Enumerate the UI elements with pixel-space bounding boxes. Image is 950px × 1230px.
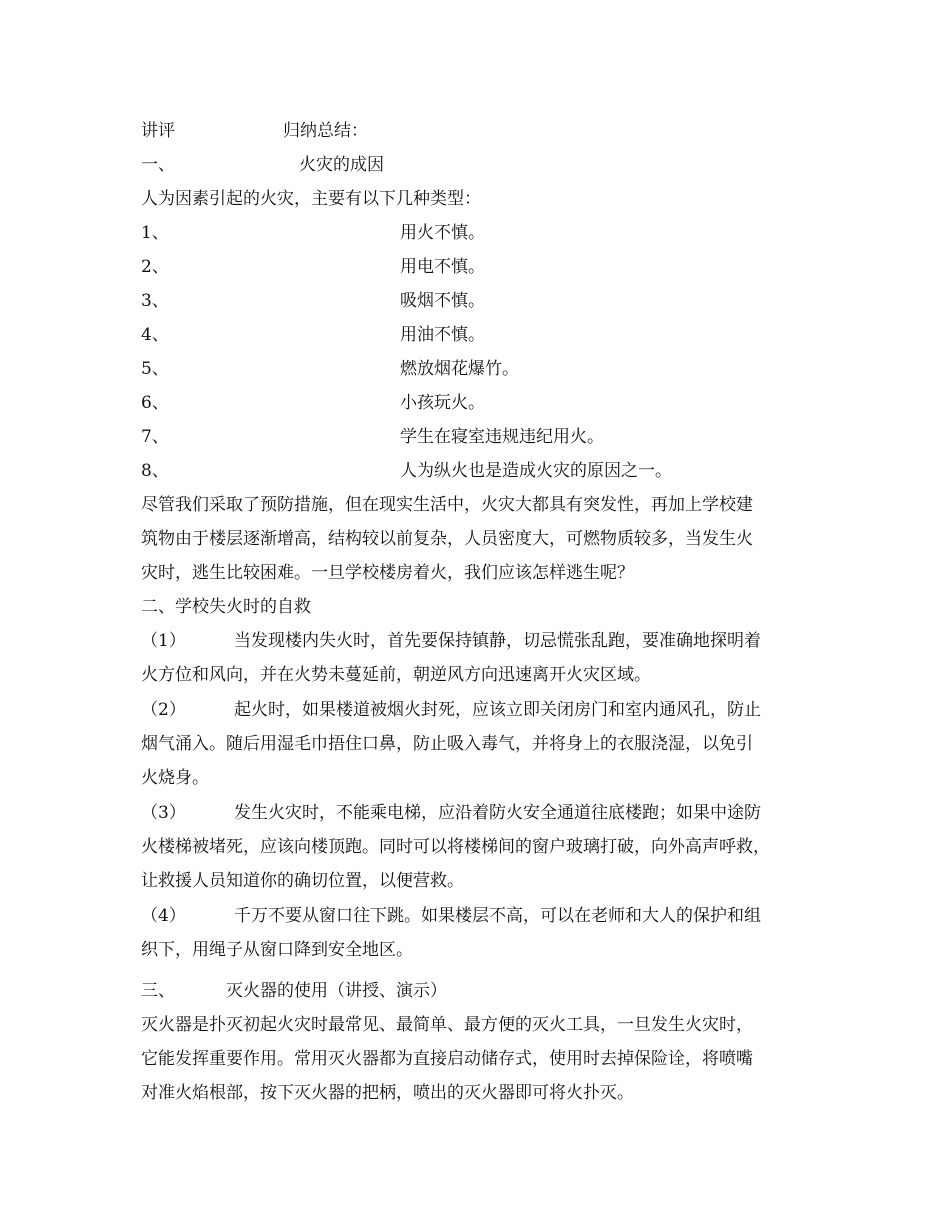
paragraph-line: 尽管我们采取了预防措施，但在现实生活中，火灾大都具有突发性，再加上学校建 xyxy=(141,495,753,515)
paragraph-line: 火烧身。 xyxy=(141,768,209,788)
section1-intro: 人为因素引起的火灾，主要有以下几种类型： xyxy=(141,189,481,209)
list-item-text: 吸烟不慎。 xyxy=(400,291,485,311)
list-item-text: 用油不慎。 xyxy=(400,325,485,345)
section3-heading xyxy=(141,980,841,1002)
self-rescue-number: （4） xyxy=(141,906,186,926)
list-item-number: 7、 xyxy=(141,427,169,447)
list-item-number: 1、 xyxy=(141,223,169,243)
self-rescue-text: 起火时，如果楼道被烟火封死，应该立即关闭房门和室内通风孔，防止 xyxy=(234,700,761,720)
paragraph-line: 织下，用绳子从窗口降到安全地区。 xyxy=(141,940,413,960)
section3-number: 三、 xyxy=(141,981,175,1001)
list-item xyxy=(141,324,841,346)
list-item-text: 小孩玩火。 xyxy=(400,393,485,413)
list-item-text: 用电不慎。 xyxy=(400,257,485,277)
list-item xyxy=(141,290,841,312)
list-item-text: 用火不慎。 xyxy=(400,223,485,243)
header-line xyxy=(141,120,841,142)
list-item-number: 2、 xyxy=(141,257,169,277)
section1-heading xyxy=(141,154,841,176)
self-rescue-item xyxy=(141,630,841,652)
header-label: 讲评 xyxy=(141,121,175,141)
self-rescue-text: 当发现楼内失火时，首先要保持镇静，切忌慌张乱跑，要准确地探明着 xyxy=(234,631,761,651)
list-item xyxy=(141,392,841,414)
list-item xyxy=(141,460,841,482)
header-title: 归纳总结： xyxy=(283,121,368,141)
list-item-text: 人为纵火也是造成火灾的原因之一。 xyxy=(400,461,672,481)
paragraph-line: 灭火器是扑灭初起火灾时最常见、最简单、最方便的灭火工具，一旦发生火灾时， xyxy=(141,1015,753,1035)
self-rescue-text: 千万不要从窗口往下跳。如果楼层不高，可以在老师和大人的保护和组 xyxy=(234,906,761,926)
self-rescue-item xyxy=(141,802,841,824)
section1-title: 火灾的成因 xyxy=(299,155,384,175)
list-item xyxy=(141,358,841,380)
self-rescue-item xyxy=(141,905,841,927)
self-rescue-number: （2） xyxy=(141,700,186,720)
self-rescue-number: （3） xyxy=(141,803,186,823)
list-item-number: 3、 xyxy=(141,291,169,311)
section1-number: 一、 xyxy=(141,155,175,175)
paragraph-line: 它能发挥重要作用。常用灭火器都为直接启动储存式，使用时去掉保险诠，将喷嘴 xyxy=(141,1049,753,1069)
list-item-number: 6、 xyxy=(141,393,169,413)
list-item xyxy=(141,256,841,278)
list-item-number: 8、 xyxy=(141,461,169,481)
self-rescue-number: （1） xyxy=(141,631,186,651)
list-item-text: 燃放烟花爆竹。 xyxy=(400,359,519,379)
list-item xyxy=(141,222,841,244)
paragraph-line: 筑物由于楼层逐渐增高，结构较以前复杂，人员密度大，可燃物质较多，当发生火 xyxy=(141,529,753,549)
paragraph-line: 对准火焰根部，按下灭火器的把柄，喷出的灭火器即可将火扑灭。 xyxy=(141,1083,634,1103)
paragraph-line: 让救援人员知道你的确切位置，以便营救。 xyxy=(141,871,464,891)
self-rescue-item xyxy=(141,699,841,721)
list-item-text: 学生在寝室违规违纪用火。 xyxy=(400,427,604,447)
list-item-number: 5、 xyxy=(141,359,169,379)
paragraph-line: 火方位和风向，并在火势未蔓延前，朝逆风方向迅速离开火灾区域。 xyxy=(141,665,651,685)
paragraph-line: 火楼梯被堵死，应该向楼顶跑。同时可以将楼梯间的窗户玻璃打破，向外高声呼救， xyxy=(141,837,770,857)
section2-heading: 二、学校失火时的自救 xyxy=(141,597,311,617)
section3-title: 灭火器的使用（讲授、演示） xyxy=(226,981,447,1001)
list-item-number: 4、 xyxy=(141,325,169,345)
paragraph-line: 灾时，逃生比较困难。一旦学校楼房着火，我们应该怎样逃生呢？ xyxy=(141,563,634,583)
list-item xyxy=(141,426,841,448)
paragraph-line: 烟气涌入。随后用湿毛巾捂住口鼻，防止吸入毒气，并将身上的衣服浇湿，以免引 xyxy=(141,734,753,754)
self-rescue-text: 发生火灾时，不能乘电梯，应沿着防火安全通道往底楼跑；如果中途防 xyxy=(234,803,761,823)
